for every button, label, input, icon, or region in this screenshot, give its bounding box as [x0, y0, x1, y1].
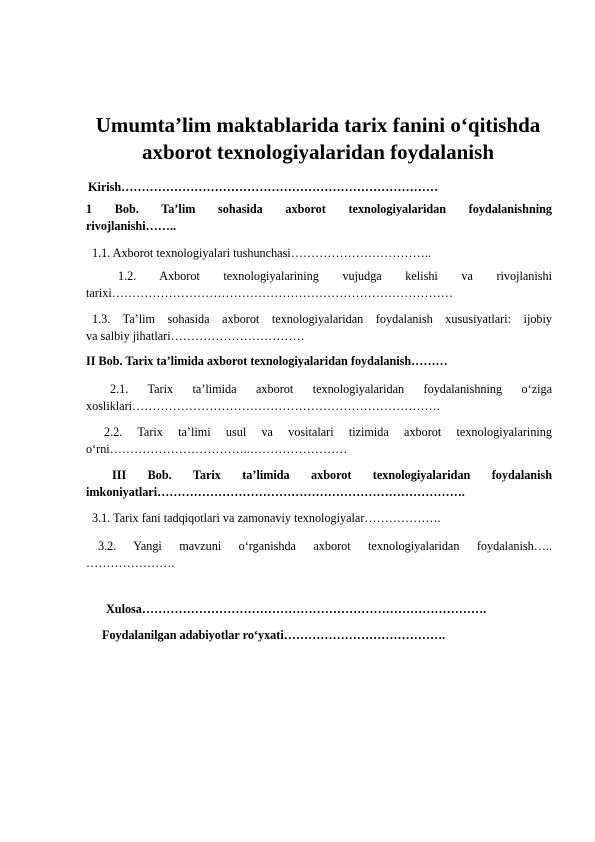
document-title: Umumta’lim maktablarida tarix fanini o‘qitishda axborot texnologiyalaridan foydalanish: [95, 113, 541, 164]
toc-item-3-2-line-2: ………………….: [86, 556, 175, 570]
toc-item-1-3-line-2: va salbiy jihatlari……………………………: [86, 329, 305, 343]
toc-item-1-2-line-1: 1.2. Axborot texnologiyalarining vujudga kelishi va rivojlanishi: [118, 269, 552, 283]
toc-chapter-2: II Bob. Tarix ta’limida axborot texnologiyalaridan foydalanish………: [86, 354, 448, 368]
toc-item-1-2: [86, 268, 552, 302]
toc-item-2-1-line-2: xosliklari………………………………………………………………….: [86, 399, 440, 413]
toc-item-1-1: 1.1. Axborot texnologiyalari tushunchasi……………………………..: [92, 246, 431, 260]
toc-item-1-3-line-1: 1.3. Ta’lim sohasida axborot texnologiyalaridan foydalanish xususiyatlari: ijobiy: [92, 312, 552, 326]
toc-item-3-2-line-1: 3.2. Yangi mavzuni o‘rganishda axborot texnologiyalaridan foydalanish…..: [98, 539, 552, 553]
toc-item-3-2: [86, 538, 552, 572]
toc-chapter-1: [86, 201, 552, 235]
toc-item-1-3: [86, 311, 552, 345]
toc-item-1-2-line-2: tarixi…………………………………………………………………………: [86, 286, 453, 300]
toc-chapter-1-line-1: 1 Bob. Ta’lim sohasida axborot texnologiyalaridan foydalanishning: [86, 202, 552, 216]
toc-chapter-3: [86, 467, 552, 501]
toc-references: Foydalanilgan adabiyotlar ro‘yxati………………………………….: [102, 628, 446, 642]
toc-item-3-1: 3.1. Tarix fani tadqiqotlari va zamonaviy texnologiyalar……………….: [92, 511, 441, 525]
toc-chapter-3-line-1: III Bob. Tarix ta’limida axborot texnologiyalaridan foydalanish: [112, 468, 552, 482]
toc-chapter-3-line-2: imkoniyatlari………………………………………………………………….: [86, 485, 465, 499]
toc-chapter-1-line-2: rivojlanishi……..: [86, 219, 177, 233]
toc-item-2-2: [86, 424, 552, 458]
toc-xulosa: Xulosa………………………………………………………………………….: [106, 602, 487, 616]
toc-item-2-2-line-1: 2.2. Tarix ta’limi usul va vositalari tizimida axborot texnologiyalarining: [104, 425, 552, 439]
toc-item-2-1-line-1: 2.1. Tarix ta’limida axborot texnologiyalaridan foydalanishning o‘ziga: [110, 382, 552, 396]
toc-kirish: Kirish……………………………………………………………………: [88, 180, 439, 194]
toc-item-2-1: [86, 381, 552, 415]
toc-item-2-2-line-2: o‘rni……………………………..……………………: [86, 442, 348, 456]
